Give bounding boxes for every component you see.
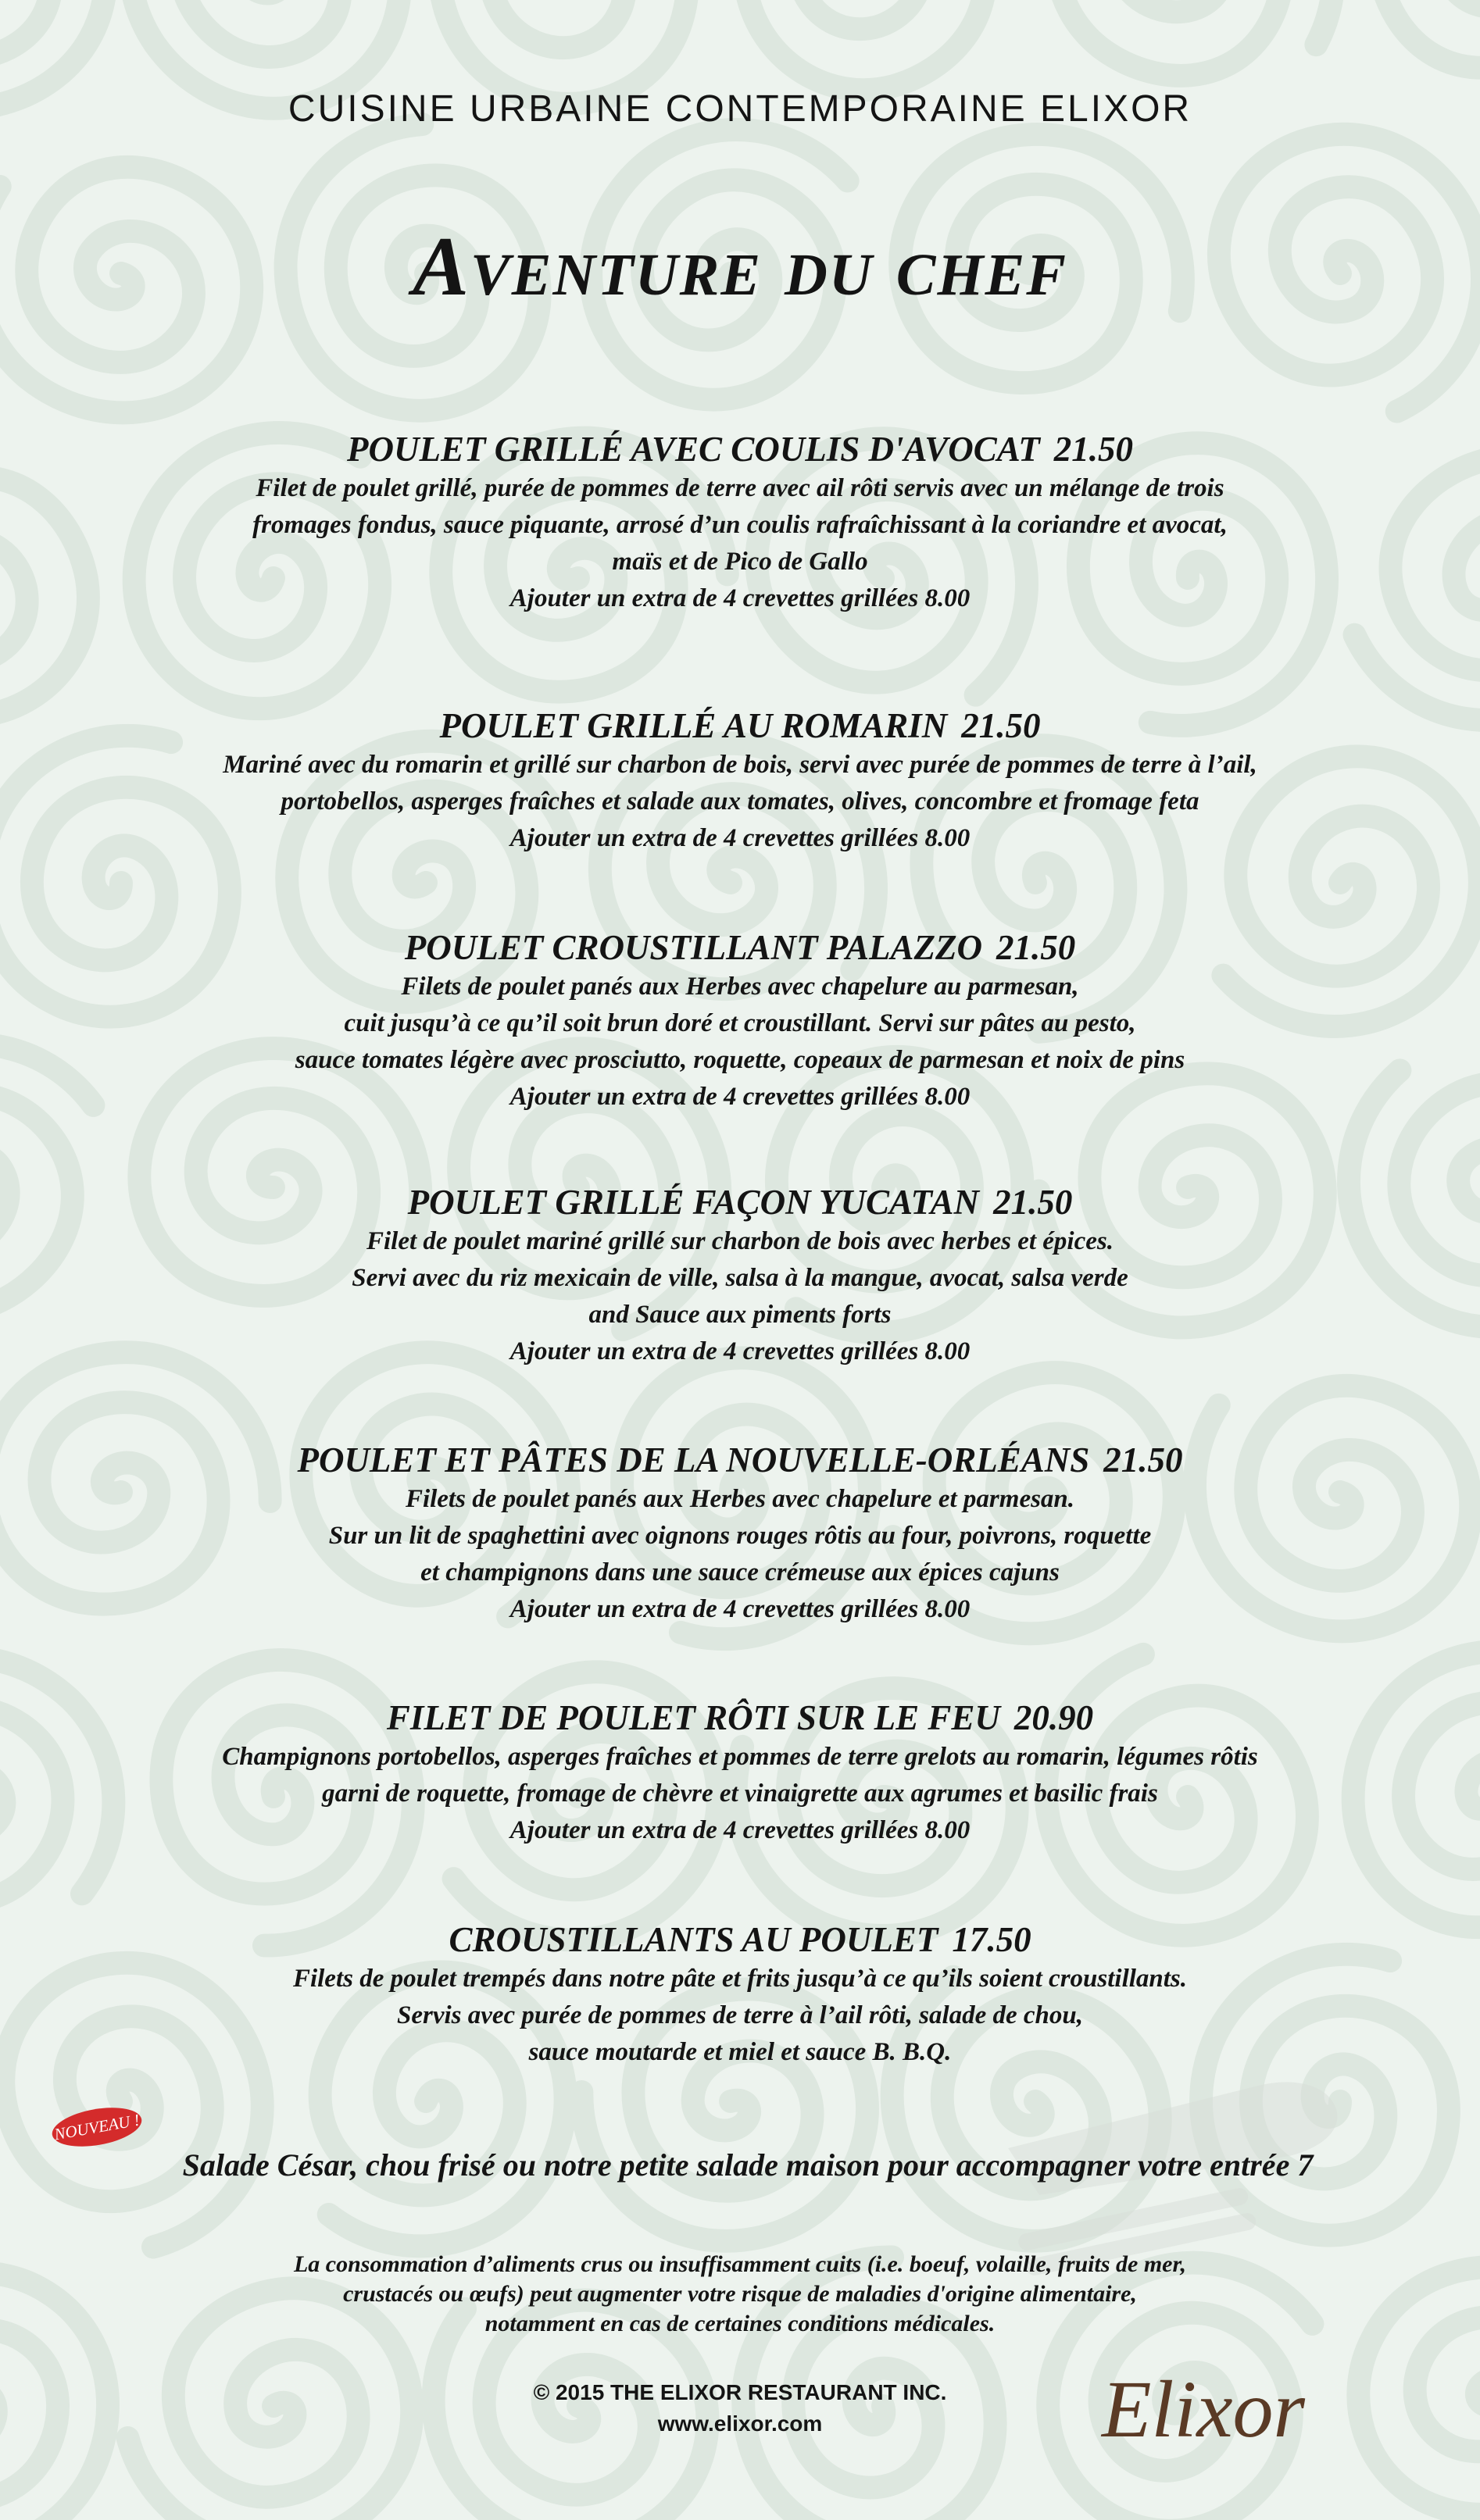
item-price: 21.50 bbox=[961, 706, 1041, 745]
menu-item bbox=[94, 1439, 1386, 1628]
menu-item bbox=[94, 1697, 1386, 1849]
item-description: Filet de poulet mariné grillé sur charbon de bois avec herbes et épices. Servi avec du riz mexicain de ville, salsa à la mangue, avocat, salsa verde and Sauce aux piments forts bbox=[352, 1227, 1128, 1329]
side-salad-note: Salade César, chou frisé ou notre petite salade maison pour accompagner votre entrée 7 bbox=[182, 2147, 1314, 2183]
item-price: 17.50 bbox=[952, 1920, 1031, 1959]
item-heading bbox=[94, 1439, 1386, 1481]
item-description: Champignons portobellos, asperges fraîches et pommes de terre grelots au romarin, légumes rôtis garni de roquette, fromage de chèvre et vinaigrette aux agrumes et basilic frais bbox=[222, 1743, 1258, 1808]
new-badge: NOUVEAU ! bbox=[49, 2101, 145, 2152]
item-name: POULET GRILLÉ AU ROMARIN bbox=[439, 706, 948, 745]
item-heading bbox=[94, 705, 1386, 747]
elixor-logo: Elixor bbox=[1102, 2365, 1305, 2454]
copyright: © 2015 THE ELIXOR RESTAURANT INC. bbox=[533, 2380, 947, 2404]
website-link[interactable]: www.elixor.com bbox=[657, 2411, 823, 2436]
item-extra: Ajouter un extra de 4 crevettes grillées 8.00 bbox=[509, 1816, 971, 1844]
item-extra: Ajouter un extra de 4 crevettes grillées 8.00 bbox=[509, 824, 971, 852]
item-description: Filets de poulet panés aux Herbes avec chapelure au parmesan, cuit jusqu’à ce qu’il soit brun doré et croustillant. Servi sur pâtes au pesto, sauce tomates légère avec prosciutto, roquette, copeaux de parmesan et noix de pins bbox=[295, 973, 1185, 1074]
item-extra: Ajouter un extra de 4 crevettes grillées 8.00 bbox=[509, 1337, 971, 1365]
menu-item bbox=[94, 1181, 1386, 1370]
item-name: POULET ET PÂTES DE LA NOUVELLE-ORLÉANS bbox=[297, 1440, 1090, 1480]
brand-tagline: CUISINE URBAINE CONTEMPORAINE ELIXOR bbox=[288, 88, 1192, 130]
item-heading bbox=[94, 926, 1386, 969]
item-price: 21.50 bbox=[993, 1183, 1073, 1222]
item-name: POULET CROUSTILLANT PALAZZO bbox=[404, 928, 982, 967]
item-description: Filets de poulet trempés dans notre pâte et frits jusqu’à ce qu’ils soient croustillants. Servis avec purée de pommes de terre à l’ail rôti, salade de chou, sauce moutarde et miel et sauce B. B.Q. bbox=[292, 1965, 1188, 2066]
item-extra: Ajouter un extra de 4 crevettes grillées 8.00 bbox=[509, 1595, 971, 1623]
menu-item bbox=[94, 926, 1386, 1115]
item-price: 21.50 bbox=[1103, 1440, 1183, 1480]
item-name: POULET GRILLÉ AVEC COULIS D'AVOCAT bbox=[346, 430, 1040, 469]
item-extra: Ajouter un extra de 4 crevettes grillées 8.00 bbox=[509, 584, 971, 612]
item-heading bbox=[94, 428, 1386, 470]
menu-item bbox=[94, 705, 1386, 857]
item-price: 21.50 bbox=[996, 928, 1076, 967]
item-name: CROUSTILLANTS AU POULET bbox=[449, 1920, 938, 1959]
item-heading bbox=[94, 1919, 1386, 1961]
item-extra: Ajouter un extra de 4 crevettes grillées 8.00 bbox=[509, 1083, 971, 1111]
item-description: Filets de poulet panés aux Herbes avec chapelure et parmesan. Sur un lit de spaghettini avec oignons rouges rôtis au four, poivrons, roquette et champignons dans une sauce crémeuse aux épices cajuns bbox=[328, 1485, 1152, 1587]
item-name: POULET GRILLÉ FAÇON YUCATAN bbox=[407, 1183, 980, 1222]
menu-item bbox=[94, 428, 1386, 617]
item-price: 20.90 bbox=[1013, 1698, 1094, 1737]
page-title: Aventure du chef bbox=[413, 220, 1067, 313]
item-heading bbox=[94, 1181, 1386, 1223]
item-name: FILET DE POULET RÔTI SUR LE FEU bbox=[386, 1698, 1000, 1737]
food-safety-disclaimer: La consommation d’aliments crus ou insuffisamment cuits (i.e. boeuf, volaille, fruits de mer, crustacés ou œufs) peut augmenter votre risque de maladies d'origine alimentaire, notamment en cas de certaines conditions médicales. bbox=[293, 2251, 1187, 2336]
item-heading bbox=[94, 1697, 1386, 1739]
item-description: Mariné avec du romarin et grillé sur charbon de bois, servi avec purée de pommes de terre à l’ail, portobellos, asperges fraîches et salade aux tomates, olives, concombre et fromage feta bbox=[223, 751, 1257, 816]
item-description: Filet de poulet grillé, purée de pommes de terre avec ail rôti servis avec un mélange de trois fromages fondus, sauce piquante, arrosé d’un coulis rafraîchissant à la coriandre et avocat, maïs et de Pico de Gallo bbox=[252, 474, 1228, 576]
item-price: 21.50 bbox=[1053, 430, 1134, 469]
